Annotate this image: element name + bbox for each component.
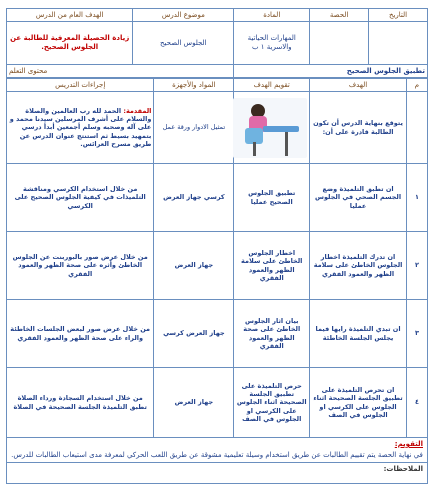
- row-num: ٣: [406, 300, 427, 368]
- main-table: [6, 78, 428, 484]
- header-label-date: التاريخ: [369, 9, 428, 22]
- row-procedures: من خلال استخدام الكرسي ومناقشة التلميذات في كيفية الجلوس الصحيح على الكرسي: [7, 164, 154, 232]
- row-materials: جهاز العرض كرسي: [154, 300, 234, 368]
- row-eval: اخطار الجلوس الخاطئ على سلامة الظهر والعمود الفقري: [234, 232, 310, 300]
- intro-num: [406, 92, 427, 164]
- row-materials: جهاز العرض: [154, 368, 234, 438]
- col-goal: الهدف: [310, 79, 407, 92]
- intro-procedures-text: الحمد لله رب العالمين والصلاة والسلام على أشرف المرسلين سيدنا محمد و على آله وصحبه وسلم أجمعين أبدأ درسي بتمهيد بسيط ثم استنتج عنوان الدرس عن طريق مسرح العرائس.: [9, 107, 152, 148]
- col-procedures: إجراءات التدريس: [7, 79, 154, 92]
- header-label-topic: موضوع الدرس: [133, 9, 234, 22]
- girl-sitting-image: [233, 98, 307, 158]
- row-goal: ان تحرص التلميذة على تطبيق الجلسة الصحيحة اثناء الجلوس على الكرسي او الجلوس في الصف: [310, 368, 407, 438]
- evaluation-cell: [7, 438, 428, 463]
- header-value-topic: الجلوس الصحيح: [133, 22, 234, 65]
- header-table: [6, 8, 428, 78]
- header-label-general-goal: الهدف العام من الدرس: [7, 9, 133, 22]
- notes-cell: [7, 462, 428, 483]
- row-procedures: من خلال استخدام السجادة ورداء الصلاة تطبق التلميذة الجلسة الصحيحة في الصلاة: [7, 368, 154, 438]
- intro-procedures: [7, 92, 154, 164]
- col-materials: المواد والأجهزة: [154, 79, 234, 92]
- header-label-subject: المادة: [234, 9, 310, 22]
- row-num: ٤: [406, 368, 427, 438]
- intro-materials: تمثيل الادوار ورقة عمل: [154, 92, 234, 164]
- notes-title: الملاحظات:: [383, 464, 423, 473]
- intro-image-cell: [234, 92, 310, 164]
- header-value-period: [310, 22, 369, 65]
- intro-procedures-title: المقدمة:: [123, 107, 152, 116]
- content-value: تطبيق الجلوس الصحيح: [234, 65, 428, 78]
- evaluation-text: في نهاية الحصة يتم تقييم الطالبات عن طريق استخدام وسيلة تعليمية مشوقة عن طريق اللعب الحركي لمعرفة مدى استيعاب الطالبات للدرس.: [11, 450, 423, 459]
- row-goal: ان تطبق التلميذة وضع الجسم الصحي في الجلوس عمليا: [310, 164, 407, 232]
- col-num: م: [406, 79, 427, 92]
- row-materials: كرسي جهاز العرض: [154, 164, 234, 232]
- header-value-subject: المهارات الحياتية والاسرية ١ ب: [234, 22, 310, 65]
- header-value-date: [369, 22, 428, 65]
- header-label-period: الحصة: [310, 9, 369, 22]
- row-eval: تطبيق الجلوس الصحيح عمليا: [234, 164, 310, 232]
- header-value-general-goal: زيادة الحصيلة المعرفية للطالبة عن الجلوس الصحيح.: [7, 22, 133, 65]
- row-goal: ان تدرك التلميذة اخطار الجلوس الخاطئ على سلامة الظهر والعمود الفقري: [310, 232, 407, 300]
- content-label: محتوى التعلم: [7, 65, 234, 78]
- evaluation-title: التقويم:: [394, 440, 423, 448]
- row-goal: ان تبدي التلميذة رايها فيما يجلس الجلسة الخاطئة: [310, 300, 407, 368]
- row-procedures: من خلال عرض صور بالبوربنت عن الجلوس الخاطئ وأثره على صحة الظهر والعمود الفقري: [7, 232, 154, 300]
- col-eval: تقويم الهدف: [234, 79, 310, 92]
- row-materials: جهاز العرض: [154, 232, 234, 300]
- row-num: ١: [406, 164, 427, 232]
- row-procedures: من خلال عرض صور لبعض الجلسات الخاطئة والراء على صحة الظهر والعمود الفقري: [7, 300, 154, 368]
- intro-goal: يتوقع بنهاية الدرس أن تكون الطالبة قادرة على أن:: [310, 92, 407, 164]
- row-eval: بيان اثار الجلوس الخاطئ على صحة الظهر والعمود الفقري: [234, 300, 310, 368]
- row-eval: حرص التلميذة على تطبيق الجلسة الصحيحة اثناء الجلوس على الكرسي او الجلوس في الصف: [234, 368, 310, 438]
- row-num: ٢: [406, 232, 427, 300]
